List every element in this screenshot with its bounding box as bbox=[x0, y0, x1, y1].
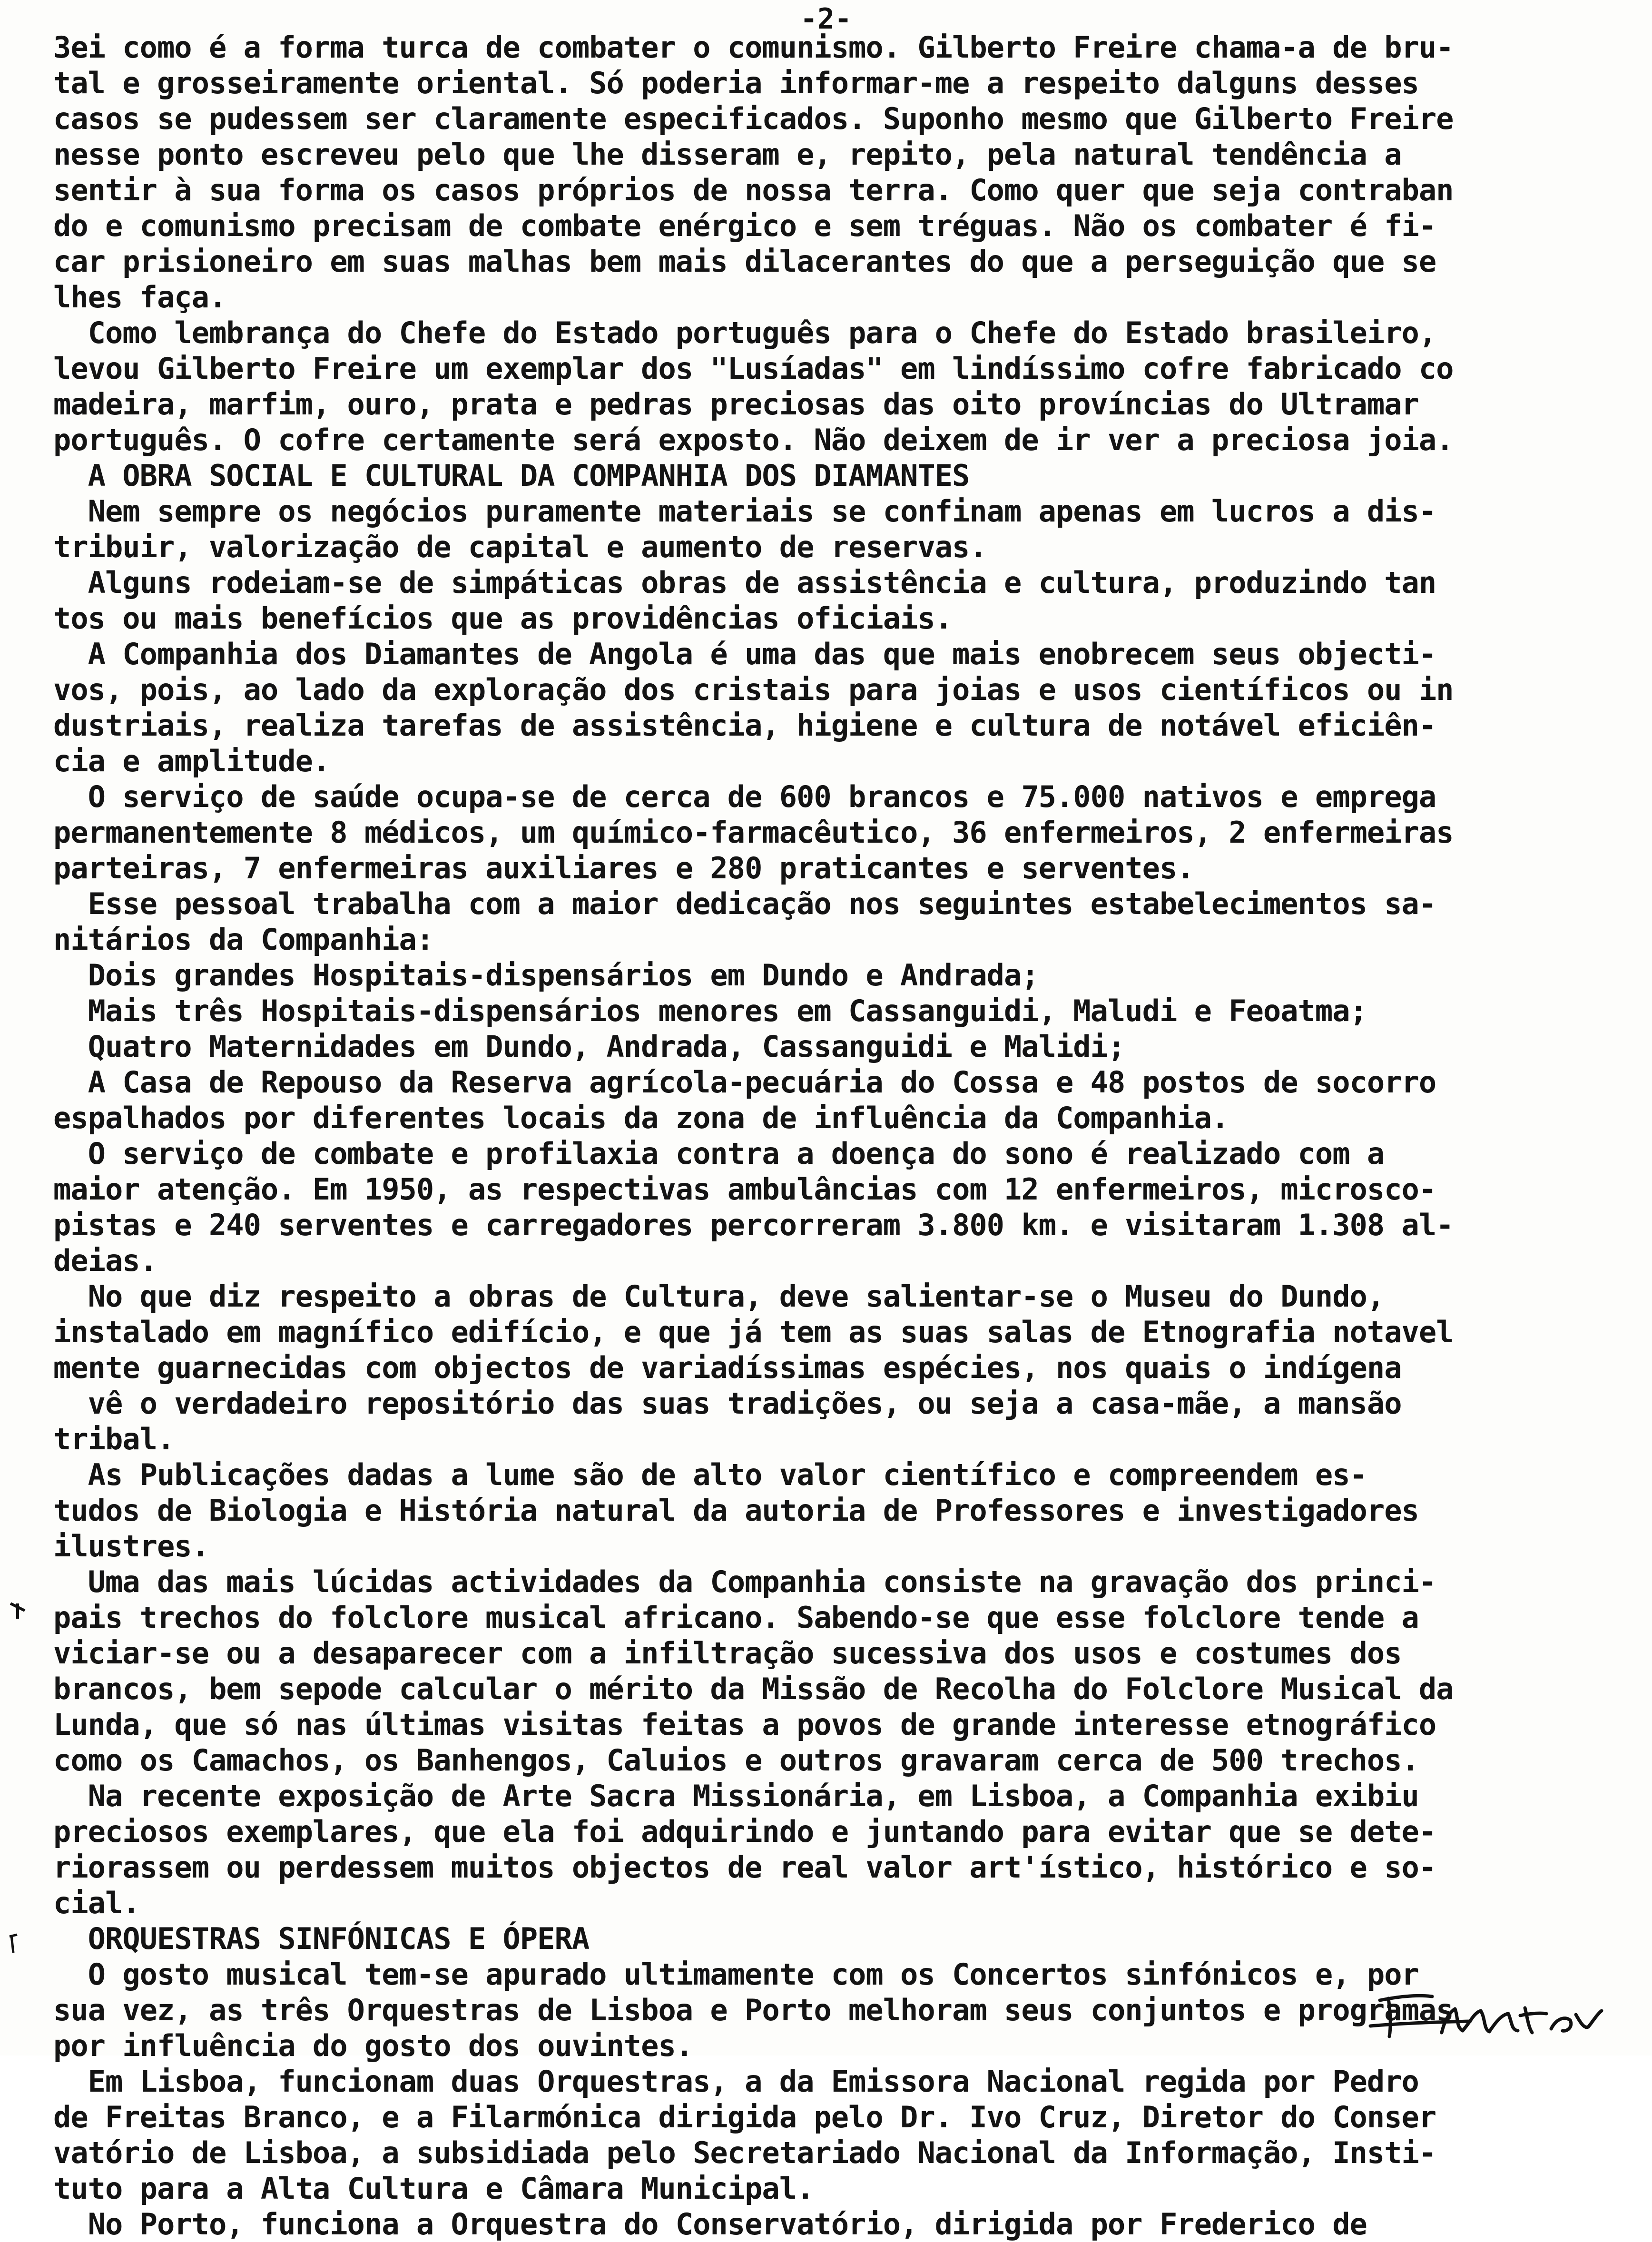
text-line: vê o verdadeiro repositório das suas tradições, ou seja a casa-mãe, a mansão bbox=[53, 1386, 1402, 1421]
text-line: preciosos exemplares, que ela foi adquirindo e juntando para evitar que se dete- bbox=[53, 1814, 1436, 1849]
text-line: lhes faça. bbox=[53, 280, 226, 315]
text-line: No que diz respeito a obras de Cultura, deve salientar-se o Museu do Dundo, bbox=[53, 1279, 1385, 1314]
text-line: nitários da Companhia: bbox=[53, 922, 434, 957]
text-line: Em Lisboa, funcionam duas Orquestras, a da Emissora Nacional regida por Pedro bbox=[53, 2064, 1419, 2099]
text-line: Na recente exposição de Arte Sacra Missionária, em Lisboa, a Companhia exibiu bbox=[53, 1779, 1419, 1813]
text-line: ilustres. bbox=[53, 1529, 209, 1564]
text-line: brancos, bem sepode calcular o mérito da Missão de Recolha do Folclore Musical da bbox=[53, 1672, 1454, 1706]
page-number: -2- bbox=[800, 2, 852, 36]
text-line: tribuir, valorização de capital e aumento de reservas. bbox=[53, 530, 987, 564]
text-line: sentir à sua forma os casos próprios de nossa terra. Como quer que seja contraban bbox=[53, 173, 1454, 207]
text-line: dustriais, realiza tarefas de assistência, higiene e cultura de notável eficiên- bbox=[53, 708, 1436, 743]
body-text bbox=[53, 30, 1638, 2242]
text-line: Mais três Hospitais-dispensários menores em Cassanguidi, Maludi e Feoatma; bbox=[53, 993, 1367, 1028]
text-line: tal e grosseiramente oriental. Só poderia informar-me a respeito dalguns desses bbox=[53, 66, 1419, 100]
text-line: pais trechos do folclore musical africano. Sabendo-se que esse folclore tende a bbox=[53, 1600, 1419, 1635]
text-line: riorassem ou perdessem muitos objectos de real valor art'ístico, histórico e so- bbox=[53, 1850, 1436, 1885]
text-line: maior atenção. Em 1950, as respectivas ambulâncias com 12 enfermeiros, microsco- bbox=[53, 1172, 1436, 1207]
margin-mark-icon bbox=[6, 1599, 30, 1622]
text-line: parteiras, 7 enfermeiras auxiliares e 280 praticantes e serventes. bbox=[53, 851, 1194, 885]
text-line: vos, pois, ao lado da exploração dos cristais para joias e usos científicos ou in bbox=[53, 672, 1454, 707]
text-line: cial. bbox=[53, 1886, 140, 1920]
text-line: madeira, marfim, ouro, prata e pedras preciosas das oito províncias do Ultramar bbox=[53, 387, 1419, 422]
text-line: espalhados por diferentes locais da zona de influência da Companhia. bbox=[53, 1101, 1229, 1135]
text-line: mente guarnecidas com objectos de variadíssimas espécies, nos quais o indígena bbox=[53, 1350, 1402, 1385]
text-line: O serviço de saúde ocupa-se de cerca de 600 brancos e 75.000 nativos e emprega bbox=[53, 779, 1436, 814]
signature-icon bbox=[1361, 1979, 1608, 2046]
text-line: A Casa de Repouso da Reserva agrícola-pecuária do Cossa e 48 postos de socorro bbox=[53, 1065, 1436, 1100]
text-line: Dois grandes Hospitais-dispensários em Dundo e Andrada; bbox=[53, 958, 1039, 993]
text-line: pistas e 240 serventes e carregadores percorreram 3.800 km. e visitaram 1.308 al- bbox=[53, 1208, 1454, 1242]
text-line: A Companhia dos Diamantes de Angola é uma das que mais enobrecem seus objecti- bbox=[53, 637, 1436, 671]
text-line: permanentemente 8 médicos, um químico-farmacêutico, 36 enfermeiros, 2 enfermeiras bbox=[53, 815, 1454, 850]
text-line: As Publicações dadas a lume são de alto valor científico e compreendem es- bbox=[53, 1457, 1367, 1492]
text-line: Quatro Maternidades em Dundo, Andrada, Cassanguidi e Malidi; bbox=[53, 1029, 1125, 1064]
text-line: No Porto, funciona a Orquestra do Conservatório, dirigida por Frederico de bbox=[53, 2207, 1367, 2242]
text-line: Como lembrança do Chefe do Estado português para o Chefe do Estado brasileiro, bbox=[53, 315, 1436, 350]
text-line: instalado em magnífico edifício, e que já tem as suas salas de Etnografia notavel bbox=[53, 1315, 1454, 1349]
text-line: 3ei como é a forma turca de combater o comunismo. Gilberto Freire chama-a de bru- bbox=[53, 30, 1454, 65]
text-line: vatório de Lisboa, a subsidiada pelo Secretariado Nacional da Informação, Insti- bbox=[53, 2135, 1436, 2170]
text-line: Uma das mais lúcidas actividades da Companhia consiste na gravação dos princi- bbox=[53, 1564, 1436, 1599]
text-line: do e comunismo precisam de combate enérgico e sem tréguas. Não os combater é fi- bbox=[53, 208, 1436, 243]
text-line: nesse ponto escreveu pelo que lhe disseram e, repito, pela natural tendência a bbox=[53, 137, 1402, 172]
text-line: Nem sempre os negócios puramente materiais se confinam apenas em lucros a dis- bbox=[53, 494, 1436, 529]
text-line: tos ou mais benefícios que as providências oficiais. bbox=[53, 601, 953, 636]
text-line: O serviço de combate e profilaxia contra a doença do sono é realizado com a bbox=[53, 1136, 1385, 1171]
text-line: sua vez, as três Orquestras de Lisboa e Porto melhoram seus conjuntos e programas bbox=[53, 1993, 1454, 2027]
section-heading: A OBRA SOCIAL E CULTURAL DA COMPANHIA DOS DIAMANTES bbox=[53, 458, 970, 493]
text-line: por influência do gosto dos ouvintes. bbox=[53, 2028, 693, 2063]
text-line: de Freitas Branco, e a Filarmónica dirigida pelo Dr. Ivo Cruz, Diretor do Conser bbox=[53, 2100, 1436, 2134]
text-line: tudos de Biologia e História natural da autoria de Professores e investigadores bbox=[53, 1493, 1419, 1528]
text-line: car prisioneiro em suas malhas bem mais dilacerantes do que a perseguição que se bbox=[53, 244, 1436, 279]
text-line: Alguns rodeiam-se de simpáticas obras de assistência e cultura, produzindo tan bbox=[53, 565, 1436, 600]
text-line: tuto para a Alta Cultura e Câmara Municipal. bbox=[53, 2171, 814, 2206]
text-line: casos se pudessem ser claramente especificados. Suponho mesmo que Gilberto Freire bbox=[53, 101, 1454, 136]
text-line: tribal. bbox=[53, 1422, 175, 1456]
margin-mark-icon bbox=[7, 1932, 21, 1956]
section-heading: ORQUESTRAS SINFÓNICAS E ÓPERA bbox=[53, 1921, 590, 1956]
text-line: Esse pessoal trabalha com a maior dedicação nos seguintes estabelecimentos sa- bbox=[53, 886, 1436, 921]
text-line: O gosto musical tem-se apurado ultimamente com os Concertos sinfónicos e, por bbox=[53, 1957, 1419, 1992]
text-line: português. O cofre certamente será exposto. Não deixem de ir ver a preciosa joia. bbox=[53, 423, 1454, 457]
text-line: Lunda, que só nas últimas visitas feitas a povos de grande interesse etnográfico bbox=[53, 1707, 1436, 1742]
text-line: deias. bbox=[53, 1243, 157, 1278]
text-line: viciar-se ou a desaparecer com a infiltração sucessiva dos usos e costumes dos bbox=[53, 1636, 1402, 1671]
text-line: como os Camachos, os Banhengos, Caluios e outros gravaram cerca de 500 trechos. bbox=[53, 1743, 1419, 1778]
text-line: levou Gilberto Freire um exemplar dos "Lusíadas" em lindíssimo cofre fabricado co bbox=[53, 351, 1454, 386]
text-line: cia e amplitude. bbox=[53, 744, 330, 778]
